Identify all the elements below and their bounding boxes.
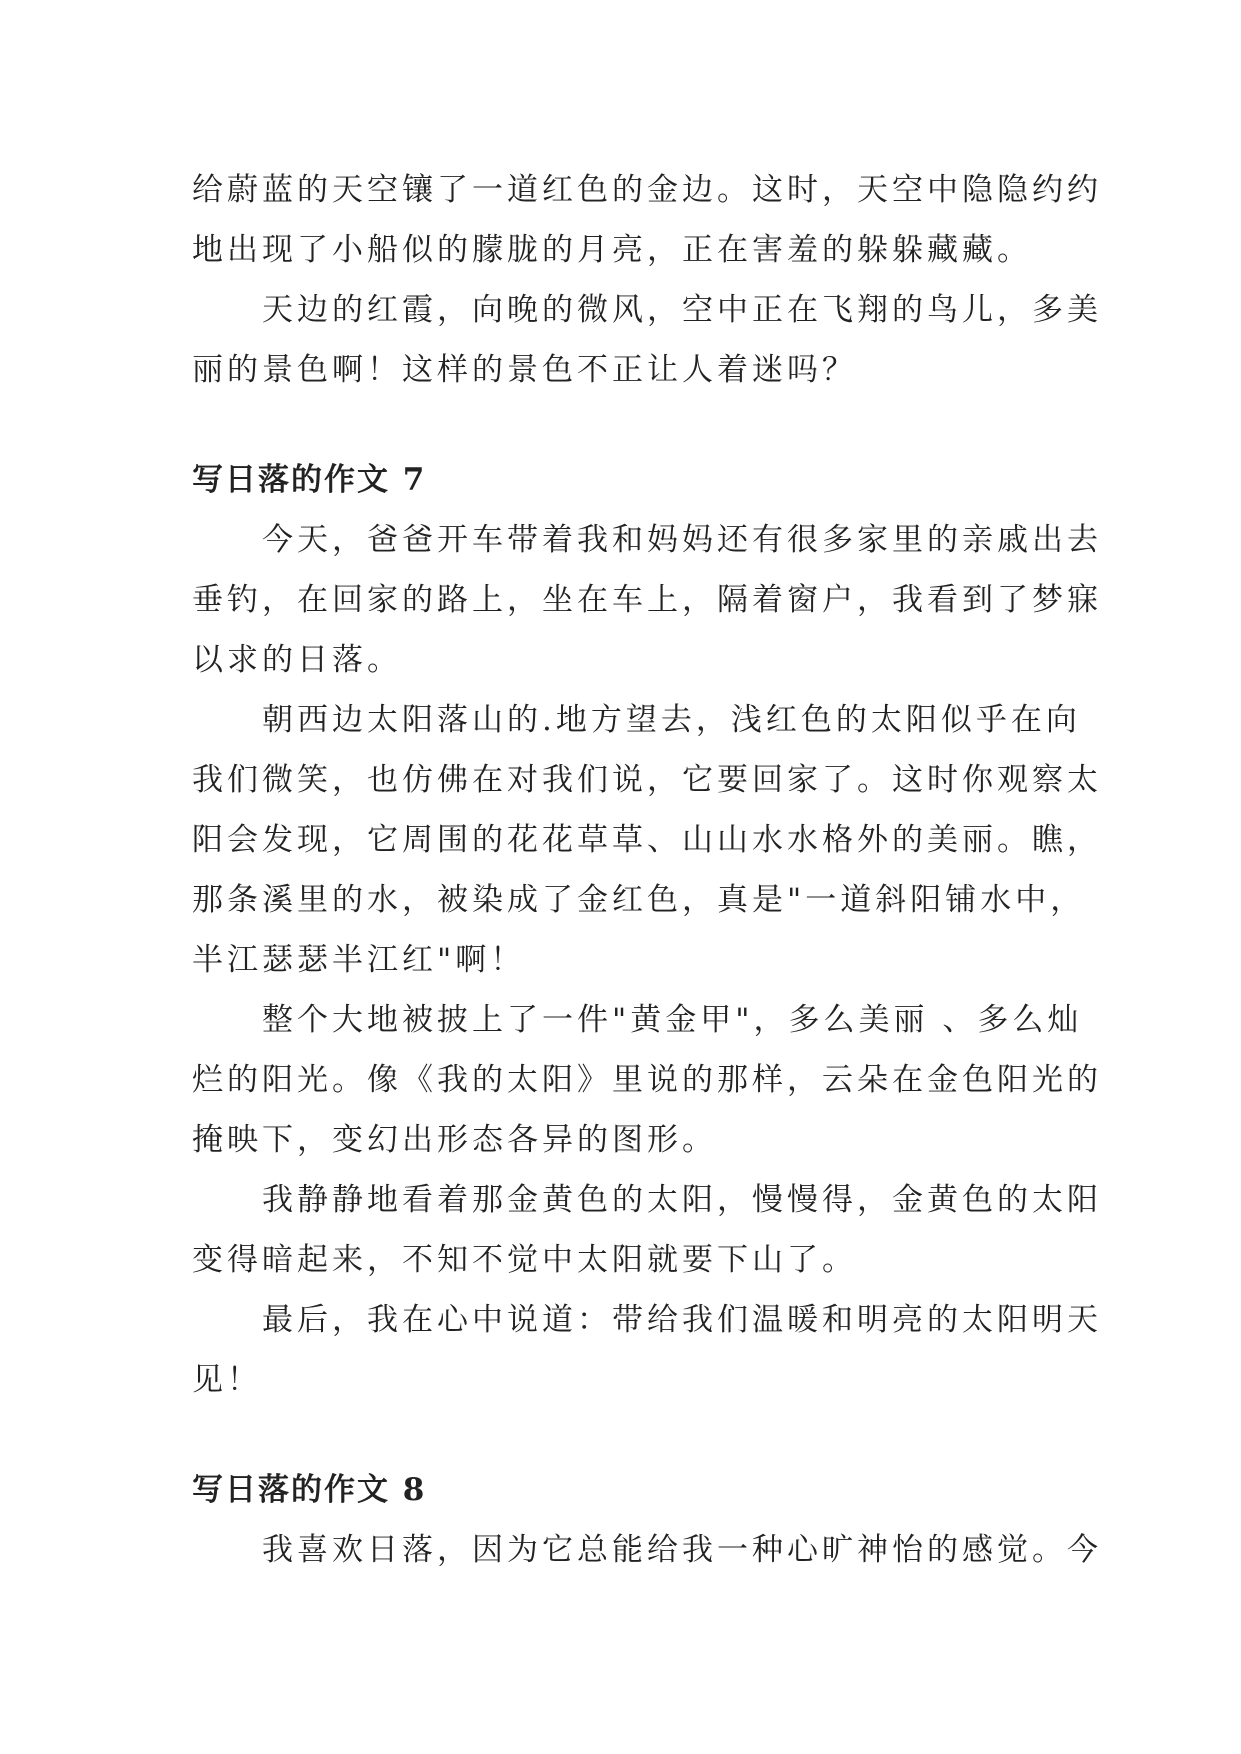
- text-line: 我喜欢日落，因为它总能给我一种心旷神怡的感觉。今: [262, 1532, 1102, 1568]
- text-line: 那条溪里的水，被染成了金红色，真是"一道斜阳铺水中，: [192, 882, 1086, 918]
- document-page: [192, 160, 1102, 1580]
- text-line: 我们微笑，也仿佛在对我们说，它要回家了。这时你观察太: [192, 762, 1102, 798]
- essay-7-title: 写日落的作文 7: [192, 462, 427, 498]
- text-line: 烂的阳光。像《我的太阳》里说的那样，云朵在金色阳光的: [192, 1062, 1102, 1098]
- text-line: 见！: [192, 1362, 262, 1398]
- text-line: 今天，爸爸开车带着我和妈妈还有很多家里的亲戚出去: [262, 522, 1102, 558]
- text-line: 半江瑟瑟半江红"啊！: [192, 942, 526, 978]
- text-line: 朝西边太阳落山的.地方望去，浅红色的太阳似乎在向: [262, 702, 1081, 738]
- text-line: 以求的日落。: [192, 642, 402, 678]
- text-line: 丽的景色啊！这样的景色不正让人着迷吗？: [192, 352, 857, 388]
- text-line: 天边的红霞，向晚的微风，空中正在飞翔的鸟儿，多美: [262, 292, 1102, 328]
- section-gap: [192, 400, 1062, 450]
- text-line: 我静静地看着那金黄色的太阳，慢慢得，金黄色的太阳: [262, 1182, 1102, 1218]
- text-line: 阳会发现，它周围的花花草草、山山水水格外的美丽。瞧，: [192, 822, 1102, 858]
- section-gap: [192, 1410, 1062, 1460]
- text-line: 整个大地被披上了一件"黄金甲"，多么美丽 、多么灿: [262, 1002, 1083, 1038]
- text-line: 地出现了小船似的朦胧的月亮，正在害羞的躲躲藏藏。: [192, 232, 1032, 268]
- text-line: 变得暗起来，不知不觉中太阳就要下山了。: [192, 1242, 857, 1278]
- essay-8-title: 写日落的作文 8: [192, 1472, 427, 1508]
- text-line: 垂钓，在回家的路上，坐在车上，隔着窗户，我看到了梦寐: [192, 582, 1102, 618]
- text-line: 最后，我在心中说道：带给我们温暖和明亮的太阳明天: [262, 1302, 1102, 1338]
- text-line: 掩映下，变幻出形态各异的图形。: [192, 1122, 717, 1158]
- text-line: 给蔚蓝的天空镶了一道红色的金边。这时，天空中隐隐约约: [192, 172, 1102, 208]
